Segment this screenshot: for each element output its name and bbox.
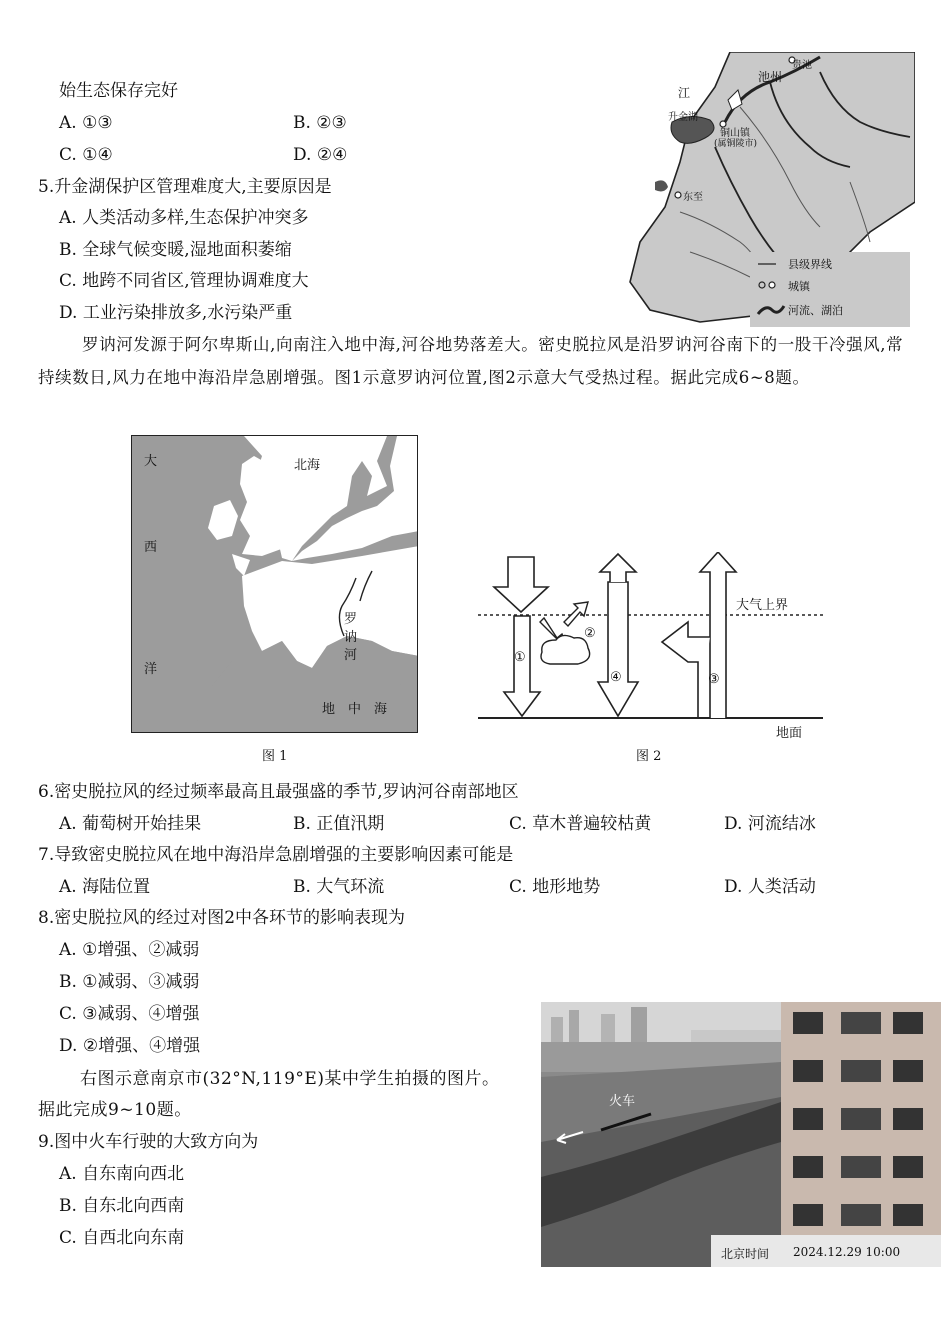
photo-train-label: 火车 (609, 1094, 636, 1109)
label-mediterranean: 地 中 海 (322, 702, 388, 717)
q6-option-c[interactable]: C. 草木普遍较枯黄 (509, 814, 652, 834)
place-guichi: 贵池 (792, 60, 812, 71)
figure-2-graphic (478, 552, 823, 740)
label-ground: 地面 (776, 726, 803, 741)
figure-1-caption: 图 1 (262, 749, 288, 764)
q9-option-b[interactable]: B. 自东北向西南 (59, 1196, 185, 1216)
photo-graphic (541, 1002, 941, 1267)
label-atlantic-3: 洋 (144, 662, 158, 677)
label-rhone-3: 河 (344, 648, 358, 663)
q5-option-b[interactable]: B. 全球气候变暖,湿地面积萎缩 (59, 240, 292, 260)
q7-option-d[interactable]: D. 人类活动 (724, 877, 816, 897)
question-5-stem: 5.升金湖保护区管理难度大,主要原因是 (38, 177, 332, 197)
q7-option-a[interactable]: A. 海陆位置 (59, 877, 151, 897)
figure-2-caption: 图 2 (636, 749, 662, 764)
q9-option-c[interactable]: C. 自西北向东南 (59, 1228, 185, 1248)
q6-option-b[interactable]: B. 正值汛期 (293, 814, 385, 834)
label-atlantic-1: 大 (144, 454, 158, 469)
q6-option-a[interactable]: A. 葡萄树开始挂果 (59, 814, 202, 834)
q8-option-a[interactable]: A. ①增强、②减弱 (59, 940, 200, 960)
passage-photo-line-2: 据此完成9~10题。 (38, 1100, 192, 1120)
q5-option-a[interactable]: A. 人类活动多样,生态保护冲突多 (59, 208, 309, 228)
place-shengjin-lake: 升金湖 (668, 112, 698, 123)
q8-option-d[interactable]: D. ②增强、④增强 (59, 1036, 201, 1056)
q4-option-c[interactable]: C. ①④ (59, 145, 113, 165)
photo-time-stamp-label: 北京时间 (721, 1247, 770, 1261)
label-north-sea: 北海 (294, 458, 321, 473)
q7-option-c[interactable]: C. 地形地势 (509, 877, 601, 897)
legend-town: 城镇 (788, 280, 810, 293)
question-4-continuation: 始生态保存完好 (59, 81, 178, 101)
legend-county-boundary: 县级界线 (788, 258, 832, 271)
legend-river-lake: 河流、湖泊 (788, 304, 843, 317)
q7-option-b[interactable]: B. 大气环流 (293, 877, 385, 897)
nanjing-photo (541, 1002, 941, 1267)
question-8-stem: 8.密史脱拉风的经过对图2中各环节的影响表现为 (38, 908, 406, 928)
label-atlantic-2: 西 (144, 540, 158, 555)
question-7-stem: 7.导致密史脱拉风在地中海沿岸急剧增强的主要影响因素可能是 (38, 845, 514, 865)
place-tongling-note: (属铜陵市) (714, 139, 758, 149)
place-jiang: 江 (678, 86, 691, 100)
question-6-stem: 6.密史脱拉风的经过频率最高且最强盛的季节,罗讷河谷南部地区 (38, 782, 519, 802)
q6-option-d[interactable]: D. 河流结冰 (724, 814, 816, 834)
figure-2-heating-diagram (478, 552, 823, 740)
place-chizhou: 池州 (758, 70, 783, 84)
passage-rhone: 罗讷河发源于阿尔卑斯山,向南注入地中海,河谷地势落差大。密史脱拉风是沿罗讷河谷南下的一股干冷强风,常持续数日,风力在地中海沿岸急剧增强。图1示意罗讷河位置,图2示意大气受热过程。据此完成6~8题。 (38, 335, 904, 387)
question-9-stem: 9.图中火车行驶的大致方向为 (38, 1132, 259, 1152)
label-process-3: ③ (708, 672, 720, 687)
shengjin-lake-map (620, 52, 915, 330)
q8-option-c[interactable]: C. ③减弱、④增强 (59, 1004, 200, 1024)
q4-option-d[interactable]: D. ②④ (293, 145, 348, 165)
q4-option-a[interactable]: A. ①③ (59, 113, 113, 133)
q5-option-d[interactable]: D. 工业污染排放多,水污染严重 (59, 303, 293, 323)
label-atmosphere-top: 大气上界 (736, 598, 789, 613)
place-tongshan-town: 铜山镇 (720, 128, 750, 139)
label-rhone-2: 讷 (344, 630, 358, 645)
q9-option-a[interactable]: A. 自东南向西北 (59, 1164, 185, 1184)
photo-time-stamp-value: 2024.12.29 10:00 (793, 1245, 901, 1259)
figure-1-graphic (132, 436, 418, 733)
passage-photo-line-1: 右图示意南京市(32°N,119°E)某中学生拍摄的图片。 (80, 1069, 500, 1089)
label-rhone-1: 罗 (344, 612, 358, 627)
label-process-4: ④ (610, 670, 622, 685)
q8-option-b[interactable]: B. ①减弱、③减弱 (59, 972, 200, 992)
lake-map-graphic (620, 52, 915, 330)
label-process-1: ① (514, 650, 526, 665)
q5-option-c[interactable]: C. 地跨不同省区,管理协调难度大 (59, 271, 309, 291)
label-process-2: ② (584, 626, 596, 641)
figure-1-rhone-map (131, 435, 418, 733)
place-dongzhi: 东至 (683, 192, 703, 203)
q4-option-b[interactable]: B. ②③ (293, 113, 347, 133)
